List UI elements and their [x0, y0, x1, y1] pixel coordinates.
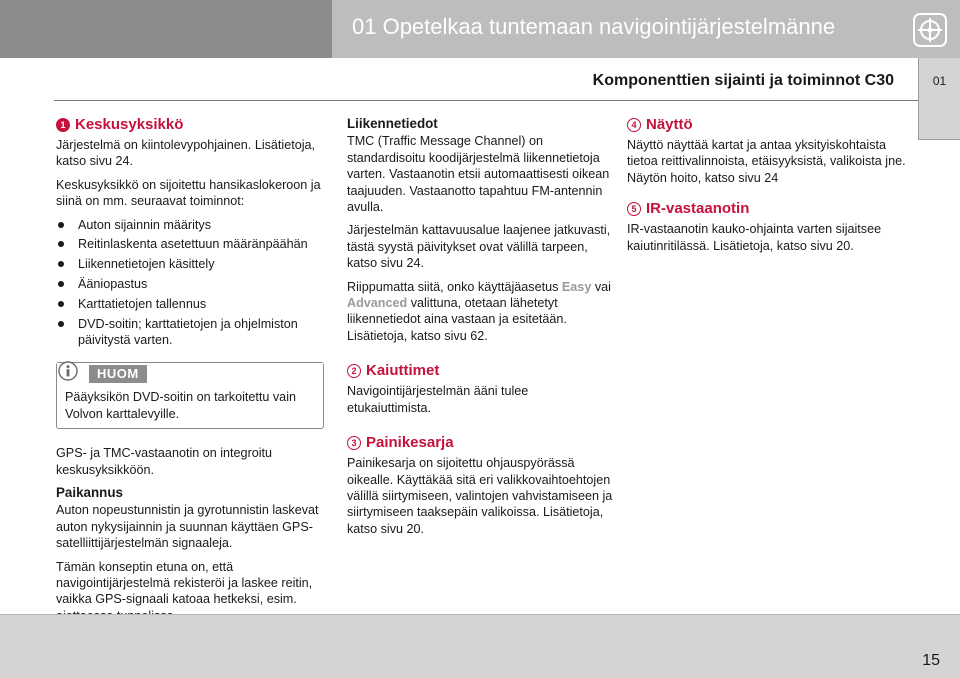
paragraph: Järjestelmän kattavuusalue laajenee jatkuvasti, tästä syystä päivitykset ovat välillä tarpeen, katso sivu 24.	[347, 223, 611, 271]
section-title-display	[627, 116, 917, 134]
section-title-main-unit	[56, 116, 328, 134]
page-title: 01 Opetelkaa tuntemaan navigointijärjestelmänne	[352, 14, 836, 39]
section-heading: Komponenttien sijainti ja toiminnot C30	[592, 72, 894, 89]
section-title-text: Painikesarja	[366, 434, 454, 452]
paragraph: TMC (Traffic Message Channel) on standardisoitu koodijärjestelmä liikennetietoja varten. Vastaanotin etsii automaattisesti oikean taajuuden. Vastaanotto tapahtuu FM-antennin avulla.	[347, 134, 610, 215]
column-2	[347, 116, 615, 544]
paragraph: Tämän konseptin etuna on, että navigointijärjestelmä rekisteröi ja laskee reitin, vaikka GPS-signaali katoaa hetkeksi, esim.	[56, 559, 313, 607]
section-title-ir-receiver	[627, 200, 917, 218]
paragraph: Auton nopeustunnistin ja gyrotunnistin laskevat auton nykysijainnin ja suunnan käyttäen GPS-satelliittijärjestelmän signaaleja.	[56, 503, 319, 551]
paragraph: Painikesarja on sijoitettu ohjauspyörässä oikealle. Käyttäkää sitä eri valikkovaihtoehtojen välillä siirtymiseen, valintojen vahvistamiseen ja siirtymiseen taaksepäin valikoissa. Lisätietoja, katso sivu 20.	[347, 456, 613, 536]
section-title-text: Näyttö	[646, 116, 693, 133]
number-badge-4: 4	[627, 118, 641, 132]
note-header	[57, 363, 323, 387]
text-span: valittuna, otetaan lähetetyt liikennetiedot aina vastaan ja esitetään. Lisätietoja, katso sivu 62.	[347, 296, 567, 343]
footer-band	[0, 614, 960, 678]
list-item: DVD-soitin; karttatietojen ja ohjelmiston päivitystä varten.	[56, 316, 328, 349]
navigation-system-icon	[913, 13, 947, 47]
page-number: 15	[922, 652, 940, 669]
setting-easy: Easy	[561, 279, 592, 294]
paragraph: Keskusyksikkö on sijoitettu hansikaslokeroon ja siinä on mm. seuraavat toiminnot:	[56, 177, 321, 209]
paragraph: GPS- ja TMC-vastaanotin on integroitu keskusyksikköön.	[56, 446, 273, 477]
list-item: Liikennetietojen käsittely	[56, 256, 328, 272]
note-text: Pääyksikön DVD-soitin on tarkoitettu vain Volvon karttalevyille.	[65, 390, 296, 421]
feature-list	[56, 217, 328, 349]
subsection-title-traffic-info: Liikennetiedot	[347, 116, 438, 131]
number-badge-3: 3	[347, 436, 361, 450]
list-item: Auton sijainnin määritys	[56, 217, 328, 233]
number-badge-5: 5	[627, 202, 641, 216]
setting-advanced: Advanced	[347, 296, 408, 311]
info-icon	[58, 361, 78, 381]
section-title-text: Kaiuttimet	[366, 362, 440, 380]
header-divider	[54, 100, 918, 101]
section-title-speakers	[347, 362, 615, 380]
number-badge-2: 2	[347, 364, 361, 378]
paragraph-user-setting	[347, 279, 615, 345]
list-item: Ääniopastus	[56, 276, 328, 292]
chapter-tab	[918, 58, 960, 140]
paragraph: Näyttö näyttää kartat ja antaa yksityiskohtaista tietoa reittivalinnoista, etäisyyksistä, valikoista jne. Näytön hoito, katso sivu 24	[627, 138, 906, 185]
section-title-text: IR-vastaanotin	[646, 200, 750, 218]
header-band	[0, 0, 960, 58]
note-label: HUOM	[89, 365, 147, 383]
chapter-tab-label: 01	[932, 74, 947, 88]
section-title-text: Keskusyksikkö	[75, 116, 184, 133]
text-span: Riippumatta siitä, onko käyttäjäasetus	[347, 279, 562, 294]
paragraph: Järjestelmä on kiintolevypohjainen. Lisätietoja, katso sivu 24.	[56, 138, 316, 169]
list-item: Reitinlaskenta asetettuun määränpäähän	[56, 236, 328, 252]
column-1	[56, 116, 328, 631]
subsection-title-positioning: Paikannus	[56, 485, 123, 501]
column-3	[627, 116, 917, 261]
paragraph: IR-vastaanotin kauko-ohjainta varten sijaitsee kaiutinritilässä. Lisätietoja, katso sivu 20.	[627, 222, 882, 253]
number-badge-1: 1	[56, 118, 70, 132]
paragraph: Navigointijärjestelmän ääni tulee etukaiuttimista.	[347, 384, 529, 415]
note-box	[56, 362, 324, 429]
section-title-button-set	[347, 434, 615, 452]
list-item: Karttatietojen tallennus	[56, 296, 328, 312]
text-span: vai	[591, 279, 611, 294]
